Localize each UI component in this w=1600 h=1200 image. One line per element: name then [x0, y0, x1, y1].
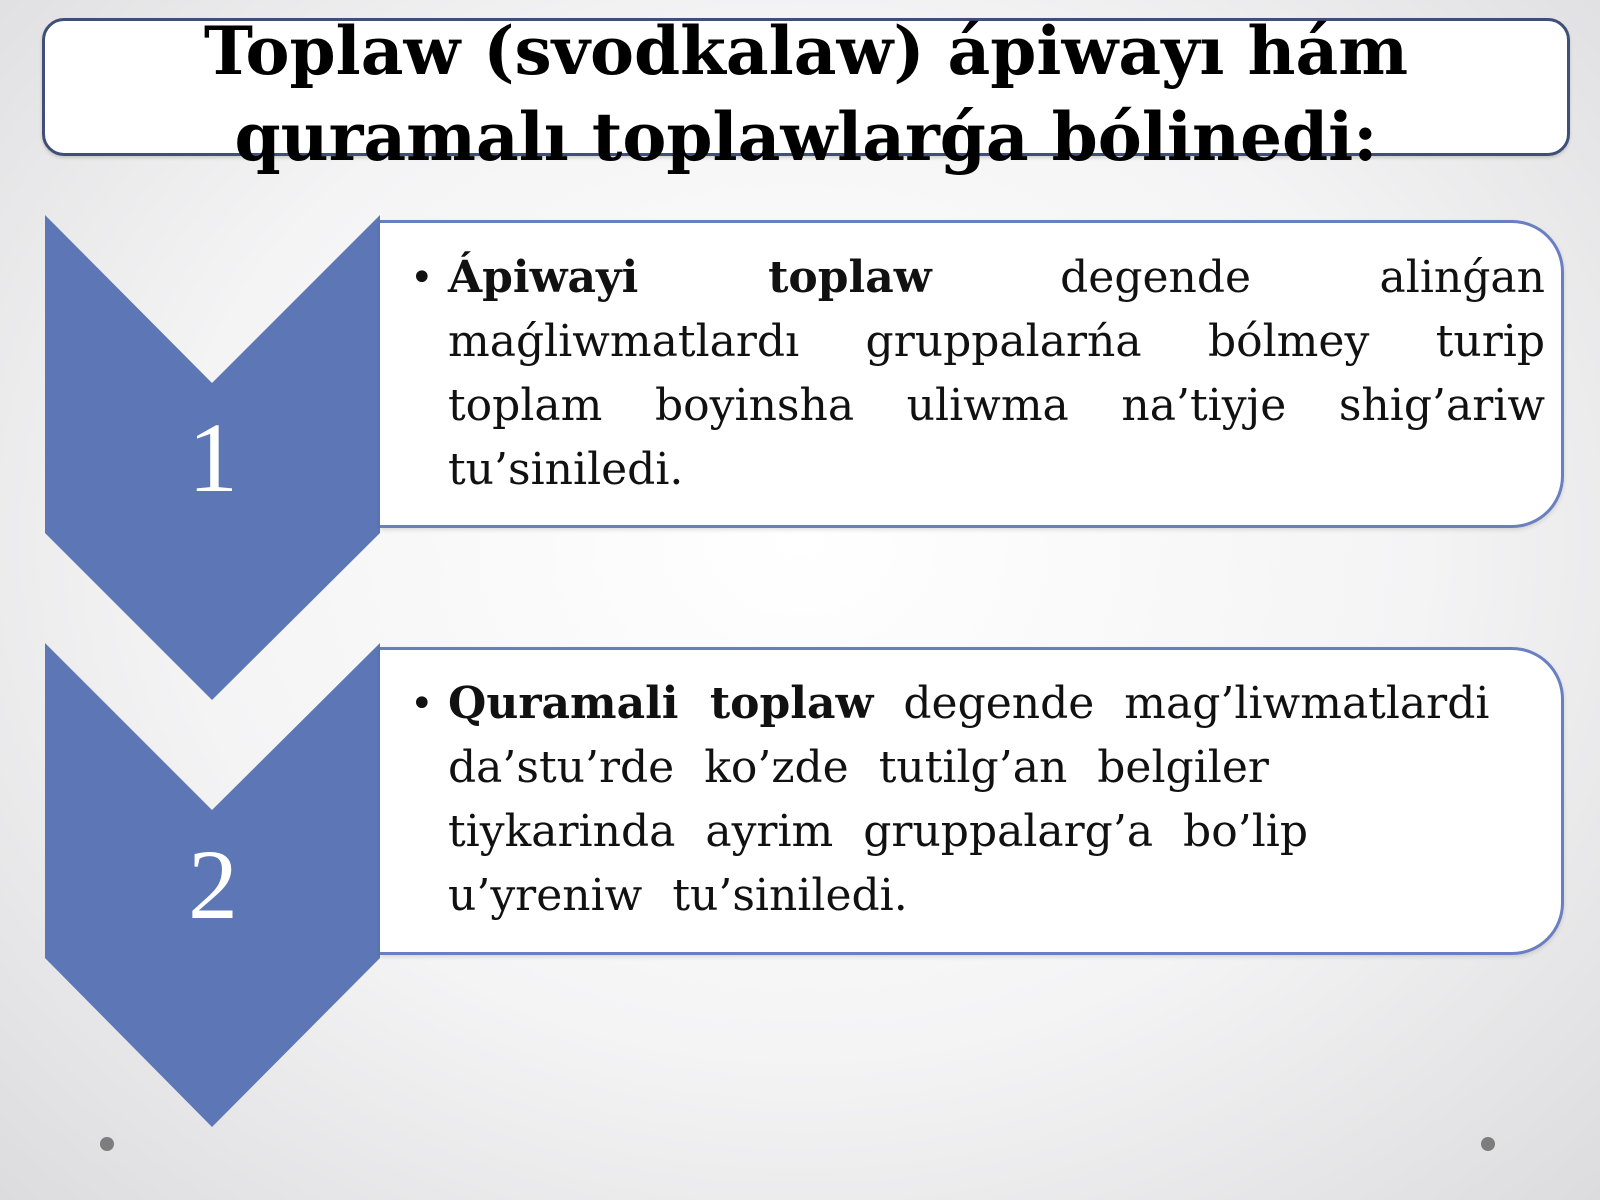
step-1-number: 1	[188, 402, 238, 513]
step-1-definition: degende alinǵan maǵliwmatlardı gruppalarńa bólmey turip toplam boyinsha uliwma na’tiyje shig’ariw tu’siniledi.	[448, 252, 1545, 495]
bullet-dot: •	[410, 681, 434, 727]
step-2-term: Quramali toplaw	[448, 678, 874, 729]
slide-title: Toplaw (svodkalaw) ápiwayı hám quramalı toplawlarǵa bólinedi:	[203, 12, 1409, 176]
step-2-number: 2	[188, 829, 238, 940]
step-1-text	[448, 246, 1545, 502]
step-2-bullet	[410, 672, 1520, 928]
step-2-definition: degende mag’liwmatlardi da’stu’rde ko’zde tutilg’an belgiler tiykarinda ayrim gruppalarg’a bo’lip u’yreniw tu’siniledi.	[448, 678, 1490, 921]
slide-dot-left	[100, 1137, 114, 1151]
bullet-dot: •	[410, 255, 434, 301]
step-1-bullet	[410, 246, 1545, 502]
slide-dot-right	[1481, 1137, 1495, 1151]
step-1-term: Ápiwayi toplaw	[448, 252, 932, 303]
step-2-text	[448, 672, 1520, 928]
